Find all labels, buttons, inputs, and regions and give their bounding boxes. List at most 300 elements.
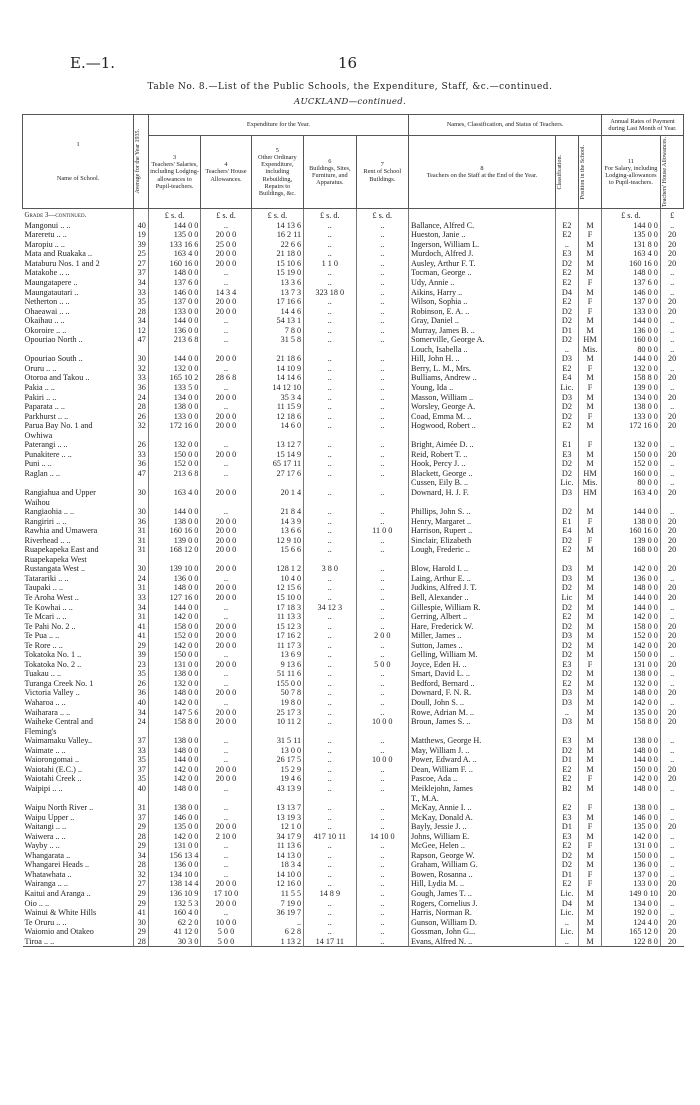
teachers-salaries: 142 0 0: [148, 765, 200, 775]
average-attendance: 24: [134, 393, 149, 403]
classification: D3: [555, 698, 578, 708]
classification: E2: [555, 765, 578, 775]
classification: E3: [555, 249, 578, 259]
rent-of-buildings: ..: [356, 230, 409, 240]
house-allowance-rate: ..: [670, 468, 675, 478]
table-row: [23, 870, 684, 880]
teacher-name: Rapson, George W.: [409, 851, 556, 861]
col-other-expenditure-header: 5 Other Ordinary Expenditure, including Rebuilding, Repairs to Buildings, &c.: [251, 136, 303, 209]
school-name: Te Pua .. ..: [23, 631, 134, 641]
position: M: [578, 688, 601, 698]
school-name: Pakiri .. ..: [23, 393, 134, 403]
school-name: Te Mcari .. ..: [23, 612, 134, 622]
salary-rate: 138 0 0: [602, 517, 661, 527]
average-attendance: 31: [134, 545, 149, 555]
house-allowance-rate: [660, 498, 683, 508]
school-name: Waiotahi (E.C.) ..: [23, 765, 134, 775]
table-row: [23, 478, 684, 488]
position: M: [578, 421, 601, 431]
table-row: [23, 669, 684, 679]
other-expenditure: 13 13 7: [251, 803, 303, 813]
teacher-name: McGee, Helen ..: [409, 841, 556, 851]
other-expenditure: 6 2 8: [251, 927, 303, 937]
classification: D2: [555, 507, 578, 517]
teacher-name: Miller, James ..: [409, 631, 556, 641]
house-allowance-rate: 20: [668, 516, 677, 526]
house-allowance: ..: [201, 402, 251, 412]
rent-of-buildings: ..: [356, 316, 409, 326]
document-reference: E.—1.: [70, 54, 116, 72]
other-expenditure: [251, 478, 303, 488]
school-name: Punakitere .. ..: [23, 450, 134, 460]
position: M: [578, 574, 601, 584]
rent-of-buildings: ..: [356, 784, 409, 794]
classification: E3: [555, 736, 578, 746]
classification: [555, 498, 578, 508]
other-expenditure: 12 1 0: [251, 822, 303, 832]
salary-rate: 142 0 0: [602, 698, 661, 708]
salary-rate: 138 0 0: [602, 736, 661, 746]
average-attendance: 40: [134, 698, 149, 708]
rent-of-buildings: ..: [356, 708, 409, 718]
rent-of-buildings: ..: [356, 698, 409, 708]
buildings-expenditure: ..: [304, 698, 356, 708]
average-attendance: 24: [134, 574, 149, 584]
classification: E2: [555, 221, 578, 231]
average-attendance: 28: [134, 937, 149, 947]
buildings-expenditure: 323 18 0: [304, 288, 356, 298]
position: M: [578, 583, 601, 593]
table-row: [23, 564, 684, 574]
salary-rate: 158 8 0: [602, 717, 661, 727]
units-house: £ s. d.: [201, 209, 251, 221]
school-name: Te Kowhai .. ..: [23, 603, 134, 613]
classification: D3: [555, 574, 578, 584]
table-row: [23, 860, 684, 870]
house-allowance-rate: ..: [670, 573, 675, 583]
house-allowance: 20 0 0: [201, 526, 251, 536]
col-house-rate-label: Teachers' House Allowances.: [661, 137, 668, 208]
teachers-salaries: 144 0 0: [148, 603, 200, 613]
classification: D2: [555, 746, 578, 756]
classification: D2: [555, 860, 578, 870]
house-allowance-rate: ..: [670, 316, 675, 326]
buildings-expenditure: [304, 478, 356, 488]
position: F: [578, 440, 601, 450]
house-allowance-rate: [660, 555, 683, 565]
salary-rate: [602, 498, 661, 508]
table-row: [23, 851, 684, 861]
teachers-salaries: 138 0 0: [148, 736, 200, 746]
house-allowance: ..: [201, 603, 251, 613]
average-attendance: 37: [134, 813, 149, 823]
average-attendance: 34: [134, 316, 149, 326]
buildings-expenditure: ..: [304, 316, 356, 326]
teachers-salaries: 136 0 0: [148, 574, 200, 584]
salary-rate: 160 16 0: [602, 259, 661, 269]
average-attendance: 39: [134, 240, 149, 250]
house-allowance: ..: [201, 736, 251, 746]
salary-rate: 138 0 0: [602, 402, 661, 412]
buildings-expenditure: ..: [304, 326, 356, 336]
other-expenditure: ..: [251, 918, 303, 928]
average-attendance: 35: [134, 669, 149, 679]
average-attendance: 36: [134, 517, 149, 527]
salary-rate: 131 0 0: [602, 841, 661, 851]
rent-of-buildings: ..: [356, 383, 409, 393]
classification: [555, 727, 578, 737]
buildings-expenditure: ..: [304, 784, 356, 794]
rent-of-buildings: ..: [356, 564, 409, 574]
salary-rate: 142 0 0: [602, 641, 661, 651]
other-expenditure: 22 6 6: [251, 240, 303, 250]
house-allowance: ..: [201, 679, 251, 689]
salary-rate: 135 0 0: [602, 822, 661, 832]
school-name: Mareretu .. ..: [23, 230, 134, 240]
table-subtitle: AUCKLAND—continued.: [294, 97, 406, 107]
teacher-name: Doull, John S. ..: [409, 698, 556, 708]
buildings-expenditure: ..: [304, 297, 356, 307]
salary-rate: 142 0 0: [602, 832, 661, 842]
salary-rate: 146 0 0: [602, 813, 661, 823]
school-name: Ruapekapeka West: [23, 555, 134, 565]
grade-label: Grade 3—continued.: [23, 209, 134, 221]
salary-rate: 137 0 0: [602, 870, 661, 880]
school-name: Mangonui .. ..: [23, 221, 134, 231]
rent-of-buildings: ..: [356, 593, 409, 603]
house-allowance-rate: 20: [668, 631, 677, 641]
classification: D2: [555, 622, 578, 632]
house-allowance: ..: [201, 851, 251, 861]
average-attendance: 36: [134, 688, 149, 698]
classification: D2: [555, 603, 578, 613]
buildings-expenditure: ..: [304, 736, 356, 746]
buildings-expenditure: ..: [304, 383, 356, 393]
rent-of-buildings: ..: [356, 221, 409, 231]
rent-of-buildings: ..: [356, 259, 409, 269]
classification: D2: [555, 650, 578, 660]
rent-of-buildings: [356, 345, 409, 355]
teachers-salaries: 133 5 0: [148, 383, 200, 393]
teachers-salaries: 132 0 0: [148, 679, 200, 689]
units-other: £ s. d.: [251, 209, 303, 221]
house-allowance-rate: ..: [670, 363, 675, 373]
teachers-salaries: 146 0 0: [148, 813, 200, 823]
classification: E2: [555, 679, 578, 689]
salary-rate: 160 16 0: [602, 526, 661, 536]
school-name: Netherton .. ..: [23, 297, 134, 307]
teacher-name: May, William J. ..: [409, 746, 556, 756]
buildings-expenditure: ..: [304, 679, 356, 689]
teacher-name: Rowe, Adrian M. ..: [409, 708, 556, 718]
house-allowance: 5 0 0: [201, 927, 251, 937]
position: M: [578, 937, 601, 947]
house-allowance: 20 0 0: [201, 631, 251, 641]
buildings-expenditure: ..: [304, 870, 356, 880]
classification: ..: [555, 240, 578, 250]
salary-rate: 132 0 0: [602, 364, 661, 374]
buildings-expenditure: 1 1 0: [304, 259, 356, 269]
house-allowance: ..: [201, 574, 251, 584]
school-name: Waharoa .. ..: [23, 698, 134, 708]
position: M: [578, 908, 601, 918]
average-attendance: 29: [134, 927, 149, 937]
salary-rate: 165 12 0: [602, 927, 661, 937]
buildings-expenditure: ..: [304, 660, 356, 670]
school-name: Waiwera .. ..: [23, 832, 134, 842]
teachers-salaries: 142 0 0: [148, 832, 200, 842]
average-attendance: 33: [134, 746, 149, 756]
house-allowance: 20 0 0: [201, 822, 251, 832]
house-allowance-rate: 20: [668, 488, 677, 497]
school-name: Waipu North River ..: [23, 803, 134, 813]
teacher-name: Hogwood, Robert ..: [409, 421, 556, 431]
teachers-group-header: Names, Classification, and Status of Teachers.: [409, 115, 602, 136]
teacher-name: Matthews, George H.: [409, 736, 556, 746]
house-allowance: 20 0 0: [201, 688, 251, 698]
teachers-salaries: 132 0 0: [148, 364, 200, 374]
teacher-name: Graham, William G.: [409, 860, 556, 870]
house-allowance-rate: 20: [668, 621, 677, 631]
classification: D2: [555, 459, 578, 469]
house-allowance: [201, 345, 251, 355]
position: M: [578, 851, 601, 861]
school-name: Tatarariki .. ..: [23, 574, 134, 584]
buildings-expenditure: ..: [304, 908, 356, 918]
average-attendance: 35: [134, 755, 149, 765]
classification: [555, 555, 578, 565]
average-attendance: 36: [134, 383, 149, 393]
house-allowance-rate: ..: [670, 745, 675, 755]
teacher-name: Gossman, John G...: [409, 927, 556, 937]
classification: ..: [555, 708, 578, 718]
other-expenditure: [251, 555, 303, 565]
buildings-expenditure: ..: [304, 927, 356, 937]
teacher-name: Lough, Frederic ..: [409, 545, 556, 555]
table-row: [23, 364, 684, 374]
school-name: Rangiahua and Upper: [23, 488, 134, 498]
position: M: [578, 650, 601, 660]
classification: E4: [555, 373, 578, 383]
classification: D3: [555, 717, 578, 727]
buildings-expenditure: ..: [304, 354, 356, 364]
col-average-header: [134, 115, 149, 209]
average-attendance: 41: [134, 908, 149, 918]
house-allowance-rate: ..: [670, 402, 675, 412]
house-allowance: ..: [201, 650, 251, 660]
teacher-name: Sutton, James ..: [409, 641, 556, 651]
classification: E2: [555, 364, 578, 374]
other-expenditure: 14 13 0: [251, 851, 303, 861]
school-name: Tiroa .. ..: [23, 937, 134, 947]
teacher-name: Joyce, Eden H. ..: [409, 660, 556, 670]
position: F: [578, 536, 601, 546]
teachers-salaries: 163 4 0: [148, 488, 200, 498]
classification: E2: [555, 774, 578, 784]
classification: E2: [555, 230, 578, 240]
classification: D2: [555, 412, 578, 422]
rent-of-buildings: [356, 498, 409, 508]
position: M: [578, 240, 601, 250]
teacher-name: Power, Edward A. ..: [409, 755, 556, 765]
classification: D1: [555, 822, 578, 832]
table-row: [23, 259, 684, 269]
house-allowance: ..: [201, 383, 251, 393]
teacher-name: Ausley, Arthur F. T.: [409, 259, 556, 269]
house-allowance: 20 0 0: [201, 774, 251, 784]
school-name: Parkhurst .. ..: [23, 412, 134, 422]
salary-rate: 144 0 0: [602, 507, 661, 517]
school-name: Opouriao South ..: [23, 354, 134, 364]
average-attendance: 37: [134, 736, 149, 746]
buildings-expenditure: ..: [304, 526, 356, 536]
average-attendance: 36: [134, 459, 149, 469]
average-attendance: 29: [134, 899, 149, 909]
house-allowance-rate: 20: [668, 593, 677, 603]
salary-rate: 152 0 0: [602, 631, 661, 641]
teachers-salaries: 41 12 0: [148, 927, 200, 937]
rent-of-buildings: ..: [356, 841, 409, 851]
classification: [555, 431, 578, 441]
house-allowance: ..: [201, 440, 251, 450]
position: M: [578, 326, 601, 336]
rent-of-buildings: ..: [356, 402, 409, 412]
teacher-name: Harris, Norman R.: [409, 908, 556, 918]
teachers-salaries: 134 0 0: [148, 393, 200, 403]
other-expenditure: 12 16 0: [251, 879, 303, 889]
table-row: [23, 431, 684, 441]
house-allowance: 20 0 0: [201, 879, 251, 889]
house-allowance-rate: 20: [668, 421, 677, 431]
rent-of-buildings: ..: [356, 765, 409, 775]
teachers-salaries: 168 12 0: [148, 545, 200, 555]
teacher-name: Gerring, Albert ..: [409, 612, 556, 622]
buildings-expenditure: ..: [304, 307, 356, 317]
buildings-expenditure: ..: [304, 669, 356, 679]
rent-of-buildings: ..: [356, 679, 409, 689]
teachers-salaries: 136 0 0: [148, 860, 200, 870]
house-allowance-rate: ..: [670, 440, 675, 450]
house-allowance-rate: [660, 794, 683, 804]
average-attendance: 26: [134, 412, 149, 422]
other-expenditure: 43 13 9: [251, 784, 303, 794]
classification: D4: [555, 899, 578, 909]
teachers-salaries: 158 0 0: [148, 622, 200, 632]
salary-rate: 144 0 0: [602, 354, 661, 364]
teacher-name: Downard, F. N. R.: [409, 688, 556, 698]
rent-of-buildings: ..: [356, 612, 409, 622]
average-attendance: 31: [134, 803, 149, 813]
other-expenditure: 13 7 3: [251, 288, 303, 298]
teachers-salaries: 132 5 3: [148, 899, 200, 909]
teacher-name: Hueston, Janie ..: [409, 230, 556, 240]
teachers-salaries: 136 10 9: [148, 889, 200, 899]
rent-of-buildings: 10 0 0: [356, 755, 409, 765]
house-allowance: ..: [201, 784, 251, 794]
table-row: [23, 402, 684, 412]
table-row: [23, 641, 684, 651]
teacher-name: Blackett, George ..: [409, 469, 556, 479]
house-allowance: [201, 794, 251, 804]
buildings-expenditure: ..: [304, 803, 356, 813]
school-name: Te Oruru .. ..: [23, 918, 134, 928]
salary-rate: 158 8 0: [602, 373, 661, 383]
salary-rate: 163 4 0: [602, 249, 661, 259]
house-allowance: ..: [201, 870, 251, 880]
salary-rate: 144 0 0: [602, 755, 661, 765]
house-allowance-rate: 20: [668, 258, 677, 268]
salary-rate: [602, 727, 661, 737]
house-allowance: ..: [201, 755, 251, 765]
rent-of-buildings: ..: [356, 774, 409, 784]
house-allowance: 20 0 0: [201, 899, 251, 909]
buildings-expenditure: 417 10 11: [304, 832, 356, 842]
salary-rate: 139 0 0: [602, 383, 661, 393]
other-expenditure: 65 17 11: [251, 459, 303, 469]
buildings-expenditure: [304, 555, 356, 565]
teacher-name: Murray, James B. ..: [409, 326, 556, 336]
classification: D3: [555, 354, 578, 364]
buildings-expenditure: ..: [304, 717, 356, 727]
school-name: Rangiriri .. ..: [23, 517, 134, 527]
rent-of-buildings: ..: [356, 889, 409, 899]
position: M: [578, 526, 601, 536]
classification: E2: [555, 545, 578, 555]
table-row: [23, 373, 684, 383]
classification: [555, 794, 578, 804]
average-attendance: 27: [134, 259, 149, 269]
house-allowance: ..: [201, 326, 251, 336]
teachers-salaries: 139 0 0: [148, 536, 200, 546]
table-row: [23, 240, 684, 250]
teachers-salaries: 158 8 0: [148, 717, 200, 727]
col-name-header: [23, 115, 134, 209]
teachers-salaries: 160 16 0: [148, 526, 200, 536]
house-allowance-rate: ..: [670, 755, 675, 765]
house-allowance: ..: [201, 221, 251, 231]
annual-rates-group-header: Annual Rates of Payment during Last Month of Year.: [602, 115, 684, 136]
classification: E2: [555, 803, 578, 813]
average-attendance: 41: [134, 631, 149, 641]
classification: D2: [555, 851, 578, 861]
rent-of-buildings: ..: [356, 908, 409, 918]
house-allowance-rate: ..: [670, 478, 675, 488]
teachers-salaries: 137 0 0: [148, 297, 200, 307]
classification: Lic.: [555, 889, 578, 899]
classification: Lic.: [555, 908, 578, 918]
house-allowance: 20 0 0: [201, 660, 251, 670]
average-attendance: 28: [134, 860, 149, 870]
school-name: Waipu Upper ..: [23, 813, 134, 823]
teacher-name: Sinclair, Elizabeth: [409, 536, 556, 546]
table-row: [23, 708, 684, 718]
teacher-name: Bedford, Bernard ..: [409, 679, 556, 689]
teachers-salaries: 213 6 8: [148, 469, 200, 479]
house-allowance: [201, 478, 251, 488]
house-allowance: 20 0 0: [201, 517, 251, 527]
rent-of-buildings: [356, 431, 409, 441]
position: F: [578, 297, 601, 307]
average-attendance: 37: [134, 268, 149, 278]
teacher-name: Bayly, Jessie J. ..: [409, 822, 556, 832]
other-expenditure: 34 17 9: [251, 832, 303, 842]
school-name: Raglan .. ..: [23, 469, 134, 479]
teachers-salaries: 135 0 0: [148, 822, 200, 832]
other-expenditure: 16 2 11: [251, 230, 303, 240]
house-allowance-rate: ..: [670, 287, 675, 297]
position: HM: [578, 488, 601, 498]
school-name: Otoroa and Takou ..: [23, 373, 134, 383]
